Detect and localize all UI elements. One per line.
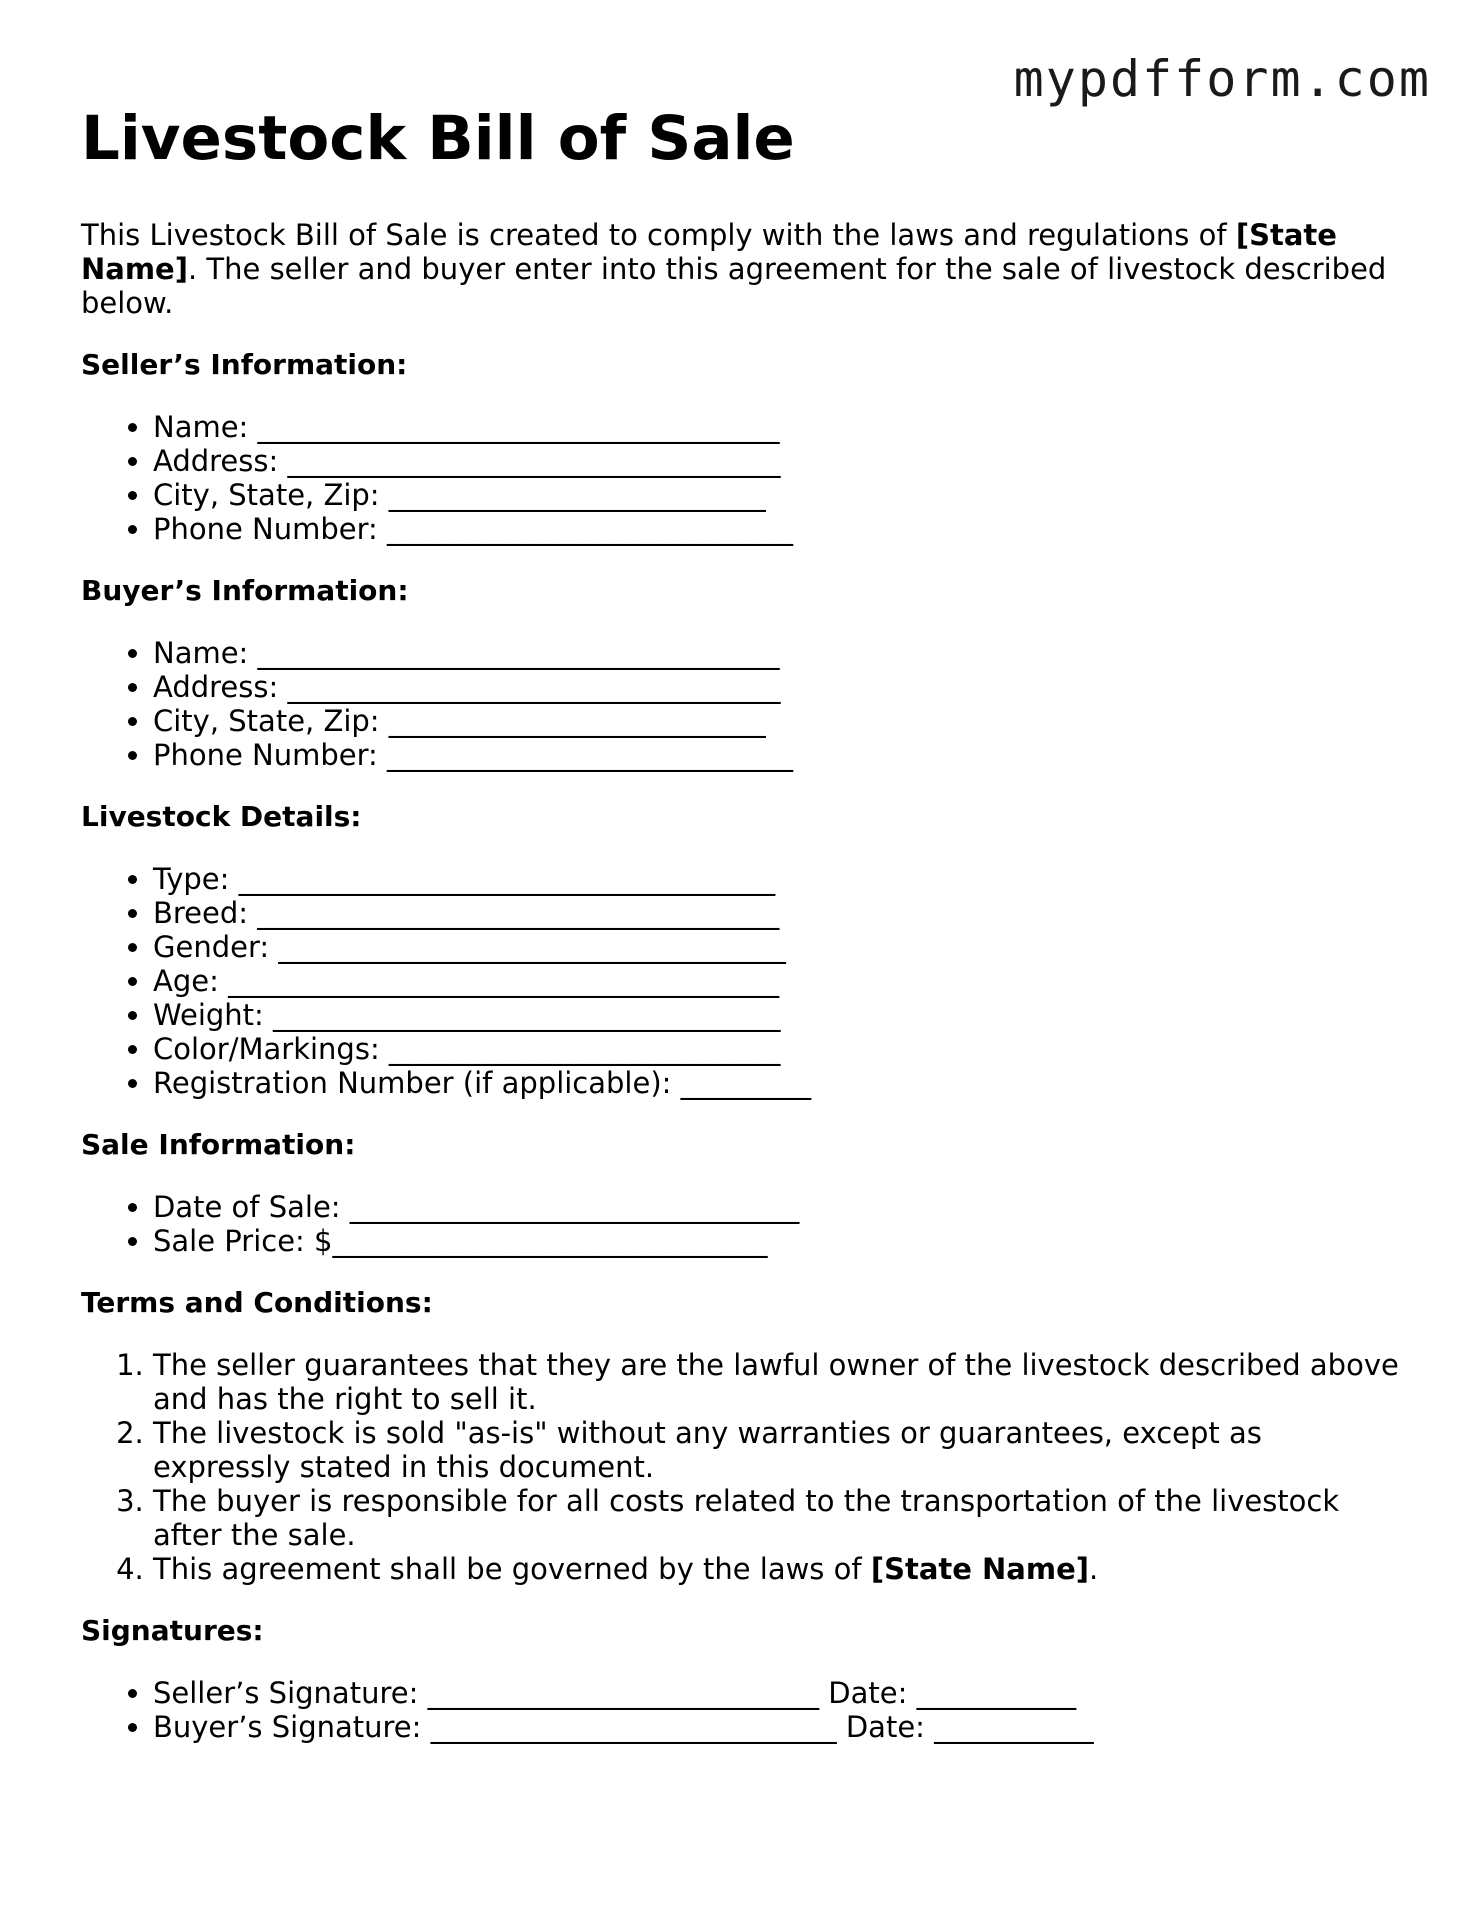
buyer-name-field: • Name: ____________________________________ [153, 636, 1401, 670]
seller-phone-field: • Phone Number: ____________________________ [153, 512, 1401, 546]
intro-text-after: . The seller and buyer enter into this agreement for the sale of livestock described below. [81, 252, 1387, 320]
livestock-breed-field: • Breed: ____________________________________ [153, 896, 1401, 930]
term-item-governing-law [153, 1552, 1401, 1586]
document-title: Livestock Bill of Sale [81, 103, 795, 174]
intro-text-before: This Livestock Bill of Sale is created to comply with the laws and regulations of [81, 218, 1236, 252]
buyer-heading: Buyer’s Information: [81, 574, 409, 607]
sale-date-field: • Date of Sale: _______________________________ [153, 1190, 1401, 1224]
intro-paragraph [81, 218, 1401, 320]
buyer-fields [81, 636, 1401, 772]
buyer-phone-field: • Phone Number: ____________________________ [153, 738, 1401, 772]
sale-price-field: • Sale Price: $______________________________ [153, 1224, 1401, 1258]
sale-heading: Sale Information: [81, 1128, 356, 1161]
sale-fields [81, 1190, 1401, 1258]
term-state-placeholder: [State Name] [870, 1552, 1089, 1586]
seller-heading: Seller’s Information: [81, 348, 408, 381]
seller-signature-field: • Seller’s Signature: ___________________________ Date: ___________ [153, 1676, 1401, 1710]
seller-name-field: • Name: ____________________________________ [153, 410, 1401, 444]
term-governing-text: This agreement shall be governed by the laws of [153, 1552, 871, 1586]
livestock-heading: Livestock Details: [81, 800, 362, 833]
signature-fields [81, 1676, 1401, 1744]
term-item: 3. The buyer is responsible for all costs related to the transportation of the livestock after the sale. [153, 1484, 1401, 1552]
terms-list [81, 1348, 1401, 1586]
seller-city-state-zip-field: • City, State, Zip: __________________________ [153, 478, 1401, 512]
term-period: . [1089, 1552, 1099, 1586]
livestock-age-field: • Age: ______________________________________ [153, 964, 1401, 998]
livestock-type-field: • Type: _____________________________________ [153, 862, 1401, 896]
livestock-registration-field: • Registration Number (if applicable): _________ [153, 1066, 1401, 1100]
document-page [81, 104, 1401, 1744]
livestock-color-markings-field: • Color/Markings: ___________________________ [153, 1032, 1401, 1066]
term-item: 2. The livestock is sold "as-is" without any warranties or guarantees, except as expressly stated in this document. [153, 1416, 1401, 1484]
buyer-city-state-zip-field: • City, State, Zip: __________________________ [153, 704, 1401, 738]
watermark: mypdfform.com [1013, 50, 1431, 108]
terms-heading: Terms and Conditions: [81, 1286, 433, 1319]
buyer-address-field: • Address: __________________________________ [153, 670, 1401, 704]
buyer-signature-field: • Buyer’s Signature: ____________________________ Date: ___________ [153, 1710, 1401, 1744]
signatures-heading: Signatures: [81, 1614, 264, 1647]
livestock-fields [81, 862, 1401, 1100]
livestock-gender-field: • Gender: ___________________________________ [153, 930, 1401, 964]
term-item: 1. The seller guarantees that they are the lawful owner of the livestock described above and has the right to sell it. [153, 1348, 1401, 1416]
seller-fields [81, 410, 1401, 546]
livestock-weight-field: • Weight: ___________________________________ [153, 998, 1401, 1032]
intro-state-placeholder: [State Name] [81, 218, 1337, 286]
seller-address-field: • Address: __________________________________ [153, 444, 1401, 478]
